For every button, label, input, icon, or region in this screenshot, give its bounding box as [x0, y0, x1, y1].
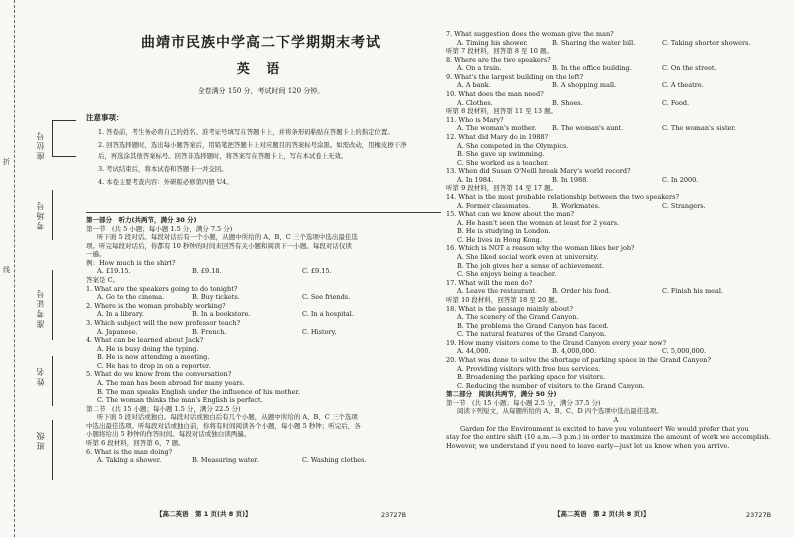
answer-option: C. £9.15.: [302, 267, 332, 276]
exam-title: 曲靖市民族中学高二下学期期末考试: [141, 35, 381, 51]
question-line: 阅读下列短文，从每题所给的 A、B、C、D 四个选项中选出最佳选项。: [457, 407, 663, 416]
answer-option: C. On the street.: [662, 64, 717, 73]
question-line: B. Broadening the parking space for visitors.: [457, 373, 606, 382]
answer-option: B. £9.18.: [192, 267, 222, 276]
question-line: 项。听完每段对话后，你都有 10 秒钟的时间来回答有关小题和阅读下一小题。每段对话仅读: [86, 241, 352, 250]
question-line: 16. Which is NOT a reason why the woman likes her job?: [446, 244, 635, 253]
question-line: 2. Where is the woman probably working?: [86, 301, 226, 310]
question-line: 9. What's the largest building on the left?: [446, 72, 584, 81]
question-line: A. The man has been abroad for many years.: [97, 378, 245, 387]
answer-option: C. History.: [302, 327, 337, 336]
answer-option: A. A bank.: [457, 81, 491, 90]
answer-options: [446, 347, 786, 356]
name-label: 姓名: [36, 366, 45, 386]
answer-option: B. In 1988.: [552, 175, 589, 184]
question-line: C. He lives in Hong Kong.: [457, 235, 542, 244]
page-2-footer: [554, 510, 650, 519]
subject-title: 英 语: [236, 62, 286, 77]
class-line: [52, 420, 53, 480]
answer-option: C. Food.: [662, 98, 690, 107]
question-line: 6. What is the man doing?: [86, 447, 173, 456]
question-line: 5. What do we know from the conversation?: [86, 370, 232, 379]
answer-option: B. French.: [192, 327, 227, 336]
question-line: B. The job gives her a sense of achievement.: [457, 261, 604, 270]
answer-option: C. Strangers.: [662, 201, 706, 210]
question-line: 18. What is the passage mainly about?: [446, 304, 574, 313]
question-line: 1. What are the speakers going to do tonight?: [86, 284, 238, 293]
page-1-footer: [156, 510, 252, 519]
answer-option: B. The woman's aunt.: [552, 124, 624, 133]
question-line: C. Reducing the number of visitors to the Grand Canyon.: [457, 381, 645, 390]
answer-options: [446, 202, 786, 211]
question-line: 12. What did Mary do in 1988?: [446, 132, 549, 141]
question-line: 听第 9 段材料，回答第 14 至 17 题。: [446, 184, 558, 193]
answer-option: A. The woman's mother.: [457, 124, 537, 133]
note-item: 4. 本卷主要考查内容：外研版必修第四册 U4。: [98, 178, 233, 186]
answer-options: [86, 328, 426, 337]
answer-options: [446, 81, 786, 90]
answer-option: A. On a train.: [457, 64, 502, 73]
exam-number-line: [52, 270, 53, 340]
question-line: B. The problems the Grand Canyon has faced.: [457, 321, 609, 330]
answer-option: C. See friends.: [302, 293, 351, 302]
question-line: B. He is now attending a meeting.: [97, 353, 210, 362]
question-line: 11. Who is Mary?: [446, 115, 504, 124]
question-line: A. She liked social work even at university.: [457, 253, 599, 262]
question-line: C. She worked as a teacher.: [457, 158, 549, 167]
answer-option: B. A shopping mall.: [552, 81, 617, 90]
answer-option: B. Sharing the water bill.: [552, 38, 636, 47]
question-line: 第一节 (共 15 小题；每小题 2.5 分，满分 37.5 分): [446, 398, 601, 407]
question-line: 第一节 (共 5 小题；每小题 1.5 分，满分 7.5 分): [86, 224, 233, 233]
page-number: 【高二英语 第 2 页(共 8 页)】: [554, 510, 650, 518]
listening-section-1: [86, 216, 426, 465]
seat-box-top: [52, 120, 76, 121]
class-label: 班级: [36, 430, 45, 450]
note-item: 2. 回答选择题时，选出每小题答案后，用铅笔把答题卡上对应题目的答案标号涂黑。如需改动，用橡皮擦干净后，再选涂其他答案标号。回答非选择题时，将答案写在答题卡上，写在本试卷上无效。: [98, 141, 407, 160]
answer-option: B. In a bookstore.: [192, 310, 251, 319]
answer-option: A. In a library.: [97, 310, 144, 319]
question-line: Garden for the Environment is excited to have you volunteer! We would prefer that you: [460, 424, 749, 433]
question-line: A. She competed in the Olympics.: [457, 141, 569, 150]
answer-option: B. Workmates.: [552, 201, 601, 210]
paper-code: 23727B: [746, 511, 772, 519]
seat-number-box: [52, 120, 53, 156]
question-line: C. The woman thinks the man's English is perfect.: [97, 396, 263, 405]
question-line: 听第 10 段材料，回答第 18 至 20 题。: [446, 295, 562, 304]
listening-section-2: [446, 30, 786, 450]
question-line: A. He is busy doing the typing.: [97, 344, 199, 353]
answer-option: A. Former classmates.: [457, 201, 531, 210]
question-line: 3. Which subject will the new professor teach?: [86, 318, 241, 327]
question-line: 19. How many visitors come to the Grand Canyon every year now?: [446, 338, 667, 347]
answer-option: A. Go to the cinema.: [97, 293, 165, 302]
answer-options: [86, 293, 426, 302]
question-line: 中选出最佳选项。听每段对话或独白前，你将有时间阅读各个小题，每小题 5 秒钟；听完后，各: [86, 421, 361, 430]
section-heading: 第一部分 听力(共两节，满分 30 分): [86, 216, 197, 224]
question-line: 14. What is the most probable relationship between the two speakers?: [446, 192, 679, 201]
answer-option: B. Shoes.: [552, 98, 583, 107]
question-line: 第二节 (共 15 小题；每小题 1.5 分，满分 22.5 分): [86, 404, 241, 413]
answer-option: C. A theatre.: [662, 81, 704, 90]
question-line: A. He hasn't seen the woman at least for 2 years.: [457, 218, 620, 227]
answer-option: C. 5,000,000.: [662, 347, 707, 356]
answer-option: B. Buy tickets.: [192, 293, 240, 302]
question-line: However, we understand if you need to leave early—just let us know when you arrive.: [446, 441, 730, 450]
answer-option: A. Timing his shower.: [457, 38, 528, 47]
question-line: 听第 8 段材料，回答第 11 至 13 题。: [446, 107, 558, 116]
page-1: [86, 0, 441, 537]
binding-strip: [0, 0, 86, 537]
question-line: A: [613, 416, 619, 425]
question-line: A. Providing visitors with free bus services.: [457, 364, 601, 373]
answer-option: A. Leave the restaurant.: [457, 287, 537, 296]
exam-number-label: 准考证号: [36, 288, 45, 328]
notes-heading: 注意事项：: [86, 113, 124, 122]
question-line: stay for the entire shift (10 a.m.—3 p.m.) in order to maximize the amount of work we accomplish.: [446, 433, 771, 442]
answer-option: C. In a hospital.: [302, 310, 354, 319]
question-line: 20. What was done to solve the shortage of parking space in the Grand Canyon?: [446, 355, 711, 364]
answer-options: [86, 456, 426, 465]
question-line: 例：How much is the shirt?: [86, 258, 176, 267]
answer-option: C. Finish his meal.: [662, 287, 724, 296]
cut-dashed-line: [14, 0, 15, 537]
note-item: 3. 考试结束后，将本试卷和答题卡一并交回。: [98, 164, 228, 173]
name-line: [52, 356, 53, 406]
score-line: 全卷满分 150 分，考试时间 120 分钟。: [197, 87, 325, 95]
answer-option: C. Washing clothes.: [302, 456, 367, 465]
answer-options: [446, 64, 786, 73]
answer-options: [86, 267, 426, 276]
question-line: 4. What can be learned about Jack?: [86, 336, 204, 345]
exam-room-label: 考场号: [36, 200, 45, 230]
question-line: 13. When did Susan O'Neill break Mary's world record?: [446, 167, 631, 176]
question-line: 10. What does the man need?: [446, 90, 544, 99]
answer-option: A. Japanese.: [97, 327, 138, 336]
section-divider: [86, 212, 441, 213]
question-line: 小题将给出 5 秒钟的作答时间。每段对话或独白读两遍。: [86, 430, 251, 439]
question-line: C. She enjoys being a teacher.: [457, 270, 557, 279]
answer-option: A. Taking a shower.: [97, 456, 162, 465]
answer-options: [446, 39, 786, 48]
question-line: 8. Where are the two speakers?: [446, 55, 551, 64]
question-line: 17. What will the men do?: [446, 278, 533, 287]
question-line: B. She gave up swimming.: [457, 150, 545, 159]
answer-option: B. Measuring water.: [192, 456, 259, 465]
page-2: [446, 0, 786, 537]
question-line: 听下面 5 段对话。每段对话后有一个小题，从题中所给的 A、B、C 三个选项中选出最佳选: [97, 233, 358, 242]
question-line: 一遍。: [86, 250, 106, 259]
answer-options: [446, 287, 786, 296]
cut-char-2: 线: [3, 266, 10, 274]
answer-options: [446, 99, 786, 108]
question-line: 听第 7 段材料，回答第 8 至 10 题。: [446, 47, 553, 56]
notes-list: [98, 127, 408, 190]
question-line: 15. What can we know about the man?: [446, 210, 574, 219]
answer-option: B. Order his food.: [552, 287, 611, 296]
answer-option: C. Taking shorter showers.: [662, 38, 751, 47]
answer-options: [86, 310, 426, 319]
paper-code: 23727B: [381, 511, 407, 519]
question-line: 听下面 5 段对话或独白。每段对话或独白后有几个小题，从题中所给的 A、B、C 三个选项: [97, 413, 358, 422]
question-line: 答案是 C。: [86, 276, 120, 285]
answer-option: C. The woman's sister.: [662, 124, 736, 133]
answer-option: B. In the office building.: [552, 64, 632, 73]
exam-room-line: [52, 190, 53, 240]
answer-options: [446, 124, 786, 133]
cut-char-1: 折: [3, 158, 10, 166]
answer-option: C. In 2000.: [662, 175, 699, 184]
seat-number-label: 座位号: [36, 130, 45, 160]
question-line: 听第 6 段材料，回答第 6、7 题。: [86, 439, 185, 448]
question-line: 7. What suggestion does the woman give the man?: [446, 30, 614, 38]
answer-option: A. £19.15.: [97, 267, 131, 276]
question-line: B. He is studying in London.: [457, 227, 551, 236]
answer-option: A. In 1984.: [457, 175, 494, 184]
answer-option: B. 4,000,000.: [552, 347, 597, 356]
answer-option: A. Clothes.: [457, 98, 493, 107]
page-number: 【高二英语 第 1 页(共 8 页)】: [156, 510, 252, 518]
question-line: C. He has to drop in on a reporter.: [97, 361, 211, 370]
note-item: 1. 答卷前，考生务必将自己的姓名、准考证号填写在答题卡上，并将条形码粘贴在答题卡上的指定位置。: [98, 128, 394, 136]
question-line: A. The scenery of the Grand Canyon.: [457, 313, 579, 322]
section-heading: 第二部分 阅读(共两节，满分 50 分): [446, 390, 557, 399]
seat-box-bottom: [52, 156, 76, 157]
question-line: B. The man speaks English under the influence of his mother.: [97, 387, 300, 396]
question-line: C. The natural features of the Grand Canyon.: [457, 330, 607, 339]
answer-option: A. 44,000.: [457, 347, 491, 356]
